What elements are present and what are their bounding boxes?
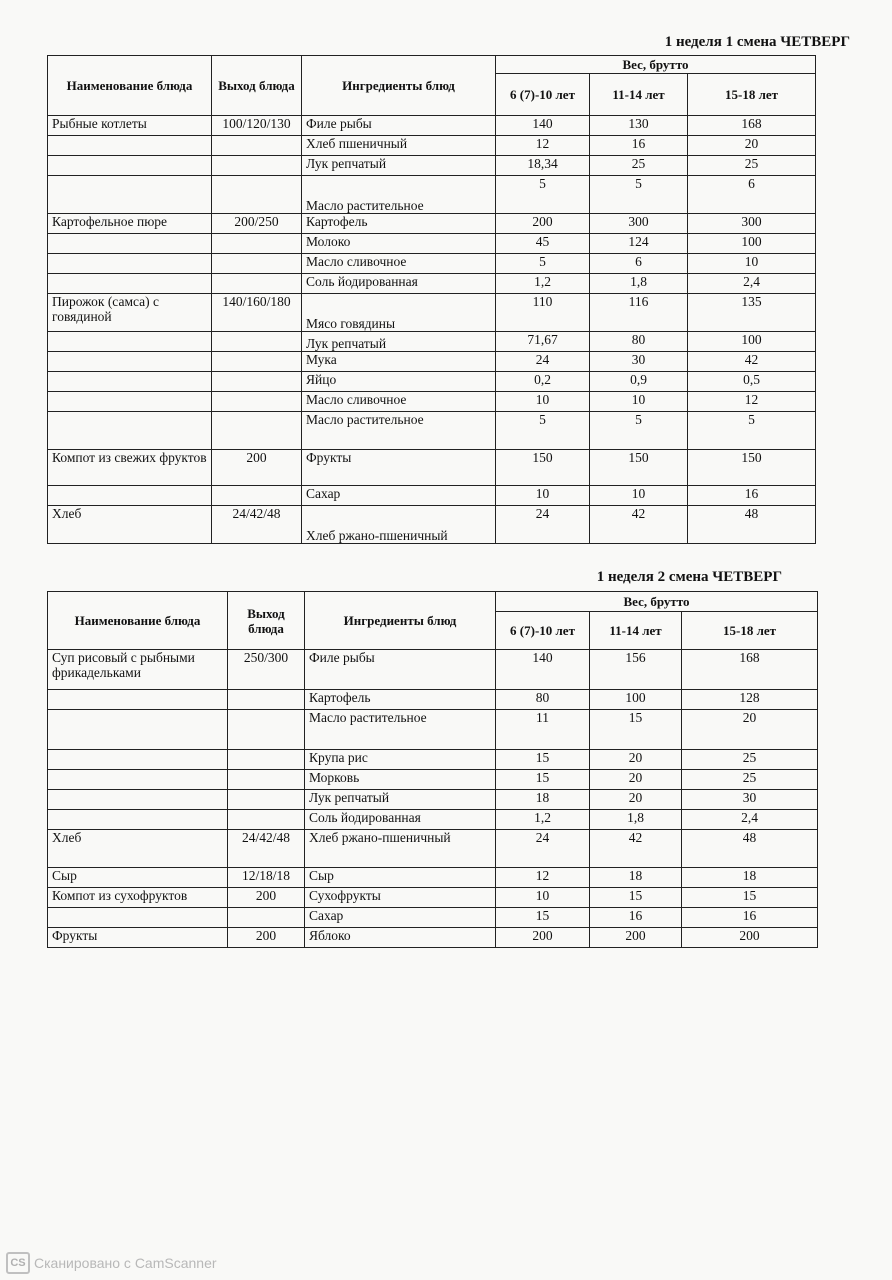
weight-11-14-cell: 20: [590, 790, 682, 810]
yield-cell: [212, 234, 302, 254]
table2-title: 1 неделя 2 смена ЧЕТВЕРГ: [596, 569, 782, 585]
yield-cell: [228, 690, 305, 710]
table1-title: 1 неделя 1 смена ЧЕТВЕРГ: [664, 34, 850, 50]
ingredient-cell: Яйцо: [302, 372, 496, 392]
yield-cell: [228, 810, 305, 830]
table-row: [48, 908, 818, 928]
weight-6-10-cell: 12: [496, 136, 590, 156]
camscanner-logo-icon: CS: [6, 1252, 30, 1274]
yield-cell: 24/42/48: [228, 830, 305, 868]
weight-15-18-cell: 18: [682, 868, 818, 888]
weight-11-14-cell: 18: [590, 868, 682, 888]
header-age-11-14: 11-14 лет: [590, 612, 682, 650]
table-row: [48, 332, 816, 352]
dish-name-cell: [48, 176, 212, 214]
header-age-11-14: 11-14 лет: [590, 74, 688, 116]
table-row: [48, 274, 816, 294]
header-weight: Вес, брутто: [496, 592, 818, 612]
dish-name-cell: [48, 136, 212, 156]
ingredient-cell: Масло растительное: [305, 710, 496, 750]
table-row: [48, 770, 818, 790]
weight-15-18-cell: 6: [688, 176, 816, 214]
weight-6-10-cell: 12: [496, 868, 590, 888]
weight-6-10-cell: 200: [496, 214, 590, 234]
yield-cell: 200: [228, 928, 305, 948]
dish-name-cell: Хлеб: [48, 830, 228, 868]
weight-15-18-cell: 5: [688, 412, 816, 450]
weight-6-10-cell: 18,34: [496, 156, 590, 176]
weight-6-10-cell: 80: [496, 690, 590, 710]
weight-15-18-cell: 12: [688, 392, 816, 412]
weight-11-14-cell: 80: [590, 332, 688, 352]
weight-11-14-cell: 0,9: [590, 372, 688, 392]
dish-name-cell: Суп рисовый с рыбными фрикадельками: [48, 650, 228, 690]
table-row: [48, 486, 816, 506]
weight-6-10-cell: 18: [496, 790, 590, 810]
ingredient-cell: Филе рыбы: [302, 116, 496, 136]
weight-6-10-cell: 110: [496, 294, 590, 332]
table-row: [48, 690, 818, 710]
weight-11-14-cell: 5: [590, 412, 688, 450]
weight-15-18-cell: 16: [682, 908, 818, 928]
weight-6-10-cell: 45: [496, 234, 590, 254]
weight-15-18-cell: 135: [688, 294, 816, 332]
table-row: [48, 928, 818, 948]
yield-cell: 200: [212, 450, 302, 486]
ingredient-cell: Мука: [302, 352, 496, 372]
yield-cell: 140/160/180: [212, 294, 302, 332]
ingredient-cell: Картофель: [302, 214, 496, 234]
ingredient-cell: Хлеб ржано-пшеничный: [305, 830, 496, 868]
yield-cell: [212, 392, 302, 412]
dish-name-cell: [48, 770, 228, 790]
weight-15-18-cell: 25: [682, 750, 818, 770]
ingredient-cell: Масло растительное: [302, 412, 496, 450]
dish-name-cell: Фрукты: [48, 928, 228, 948]
weight-11-14-cell: 200: [590, 928, 682, 948]
weight-15-18-cell: 15: [682, 888, 818, 908]
dish-name-cell: [48, 908, 228, 928]
yield-cell: [212, 412, 302, 450]
header-age-15-18: 15-18 лет: [682, 612, 818, 650]
dish-name-cell: [48, 750, 228, 770]
weight-11-14-cell: 6: [590, 254, 688, 274]
weight-11-14-cell: 30: [590, 352, 688, 372]
table-row: [48, 810, 818, 830]
dish-name-cell: [48, 274, 212, 294]
weight-6-10-cell: 71,67: [496, 332, 590, 352]
yield-cell: [212, 486, 302, 506]
header-age-15-18: 15-18 лет: [688, 74, 816, 116]
yield-cell: 24/42/48: [212, 506, 302, 544]
weight-11-14-cell: 10: [590, 486, 688, 506]
weight-6-10-cell: 24: [496, 830, 590, 868]
weight-6-10-cell: 200: [496, 928, 590, 948]
weight-15-18-cell: 10: [688, 254, 816, 274]
table2-body: [48, 650, 818, 948]
yield-cell: [228, 790, 305, 810]
ingredient-cell: Лук репчатый: [305, 790, 496, 810]
header-yield: Выход блюда: [212, 56, 302, 116]
header-yield: Выход блюда: [228, 592, 305, 650]
header-age-6-10: 6 (7)-10 лет: [496, 612, 590, 650]
weight-6-10-cell: 5: [496, 176, 590, 214]
yield-cell: [212, 352, 302, 372]
weight-15-18-cell: 16: [688, 486, 816, 506]
ingredient-cell: Мясо говядины: [302, 294, 496, 332]
yield-cell: [212, 254, 302, 274]
dish-name-cell: Компот из свежих фруктов: [48, 450, 212, 486]
dish-name-cell: [48, 254, 212, 274]
weight-6-10-cell: 10: [496, 486, 590, 506]
weight-6-10-cell: 24: [496, 506, 590, 544]
menu-table-shift1: [47, 55, 816, 544]
dish-name-cell: Сыр: [48, 868, 228, 888]
ingredient-cell: Хлеб пшеничный: [302, 136, 496, 156]
weight-15-18-cell: 150: [688, 450, 816, 486]
weight-11-14-cell: 1,8: [590, 810, 682, 830]
weight-11-14-cell: 15: [590, 710, 682, 750]
ingredient-cell: Сахар: [305, 908, 496, 928]
ingredient-cell: Крупа рис: [305, 750, 496, 770]
weight-15-18-cell: 25: [682, 770, 818, 790]
weight-15-18-cell: 300: [688, 214, 816, 234]
yield-cell: 250/300: [228, 650, 305, 690]
table-row: [48, 392, 816, 412]
ingredient-cell: Соль йодированная: [305, 810, 496, 830]
weight-15-18-cell: 2,4: [682, 810, 818, 830]
dish-name-cell: Хлеб: [48, 506, 212, 544]
ingredient-cell: Хлеб ржано-пшеничный: [302, 506, 496, 544]
weight-11-14-cell: 42: [590, 830, 682, 868]
dish-name-cell: [48, 412, 212, 450]
ingredient-cell: Молоко: [302, 234, 496, 254]
weight-6-10-cell: 15: [496, 908, 590, 928]
ingredient-cell: Фрукты: [302, 450, 496, 486]
ingredient-cell: Морковь: [305, 770, 496, 790]
weight-11-14-cell: 16: [590, 908, 682, 928]
yield-cell: [212, 274, 302, 294]
dish-name-cell: [48, 690, 228, 710]
weight-6-10-cell: 0,2: [496, 372, 590, 392]
dish-name-cell: [48, 332, 212, 352]
dish-name-cell: [48, 810, 228, 830]
ingredient-cell: Картофель: [305, 690, 496, 710]
weight-11-14-cell: 130: [590, 116, 688, 136]
ingredient-cell: Яблоко: [305, 928, 496, 948]
weight-15-18-cell: 128: [682, 690, 818, 710]
weight-15-18-cell: 168: [688, 116, 816, 136]
dish-name-cell: [48, 790, 228, 810]
table-row: [48, 116, 816, 136]
weight-15-18-cell: 2,4: [688, 274, 816, 294]
table-row: [48, 156, 816, 176]
table-row: [48, 710, 818, 750]
weight-6-10-cell: 24: [496, 352, 590, 372]
yield-cell: 100/120/130: [212, 116, 302, 136]
weight-15-18-cell: 20: [688, 136, 816, 156]
weight-6-10-cell: 150: [496, 450, 590, 486]
yield-cell: [228, 770, 305, 790]
weight-15-18-cell: 20: [682, 710, 818, 750]
yield-cell: 200: [228, 888, 305, 908]
table-row: [48, 650, 818, 690]
yield-cell: [228, 908, 305, 928]
ingredient-cell: Масло растительное: [302, 176, 496, 214]
weight-6-10-cell: 140: [496, 650, 590, 690]
weight-11-14-cell: 300: [590, 214, 688, 234]
camscanner-watermark: [6, 1252, 217, 1274]
header-weight: Вес, брутто: [496, 56, 816, 74]
dish-name-cell: [48, 352, 212, 372]
weight-15-18-cell: 42: [688, 352, 816, 372]
weight-11-14-cell: 150: [590, 450, 688, 486]
weight-6-10-cell: 140: [496, 116, 590, 136]
weight-15-18-cell: 48: [682, 830, 818, 868]
ingredient-cell: Соль йодированная: [302, 274, 496, 294]
weight-11-14-cell: 16: [590, 136, 688, 156]
dish-name-cell: Рыбные котлеты: [48, 116, 212, 136]
ingredient-cell: Масло сливочное: [302, 254, 496, 274]
ingredient-cell: Сухофрукты: [305, 888, 496, 908]
table-row: [48, 372, 816, 392]
header-dish: Наименование блюда: [48, 56, 212, 116]
dish-name-cell: Компот из сухофруктов: [48, 888, 228, 908]
table-row: [48, 506, 816, 544]
yield-cell: [212, 372, 302, 392]
weight-11-14-cell: 156: [590, 650, 682, 690]
weight-6-10-cell: 15: [496, 770, 590, 790]
ingredient-cell: Лук репчатый: [302, 332, 496, 352]
weight-15-18-cell: 100: [688, 234, 816, 254]
weight-11-14-cell: 5: [590, 176, 688, 214]
ingredient-cell: Сахар: [302, 486, 496, 506]
weight-6-10-cell: 5: [496, 254, 590, 274]
weight-11-14-cell: 20: [590, 770, 682, 790]
weight-6-10-cell: 11: [496, 710, 590, 750]
header-age-6-10: 6 (7)-10 лет: [496, 74, 590, 116]
weight-15-18-cell: 200: [682, 928, 818, 948]
ingredient-cell: Лук репчатый: [302, 156, 496, 176]
table-row: [48, 176, 816, 214]
weight-15-18-cell: 48: [688, 506, 816, 544]
weight-15-18-cell: 100: [688, 332, 816, 352]
dish-name-cell: [48, 392, 212, 412]
dish-name-cell: [48, 156, 212, 176]
weight-6-10-cell: 10: [496, 392, 590, 412]
header-ingredients: Ингредиенты блюд: [302, 56, 496, 116]
table-row: [48, 254, 816, 274]
weight-6-10-cell: 15: [496, 750, 590, 770]
table-row: [48, 450, 816, 486]
weight-11-14-cell: 15: [590, 888, 682, 908]
ingredient-cell: Масло сливочное: [302, 392, 496, 412]
table-row: [48, 868, 818, 888]
table-row: [48, 234, 816, 254]
yield-cell: 12/18/18: [228, 868, 305, 888]
header-dish: Наименование блюда: [48, 592, 228, 650]
menu-table-shift2: [47, 591, 818, 948]
table-row: [48, 294, 816, 332]
weight-15-18-cell: 30: [682, 790, 818, 810]
table-row: [48, 214, 816, 234]
yield-cell: [228, 710, 305, 750]
weight-11-14-cell: 42: [590, 506, 688, 544]
ingredient-cell: Филе рыбы: [305, 650, 496, 690]
dish-name-cell: Картофельное пюре: [48, 214, 212, 234]
weight-11-14-cell: 1,8: [590, 274, 688, 294]
weight-6-10-cell: 5: [496, 412, 590, 450]
weight-6-10-cell: 1,2: [496, 810, 590, 830]
table1-body: [48, 116, 816, 544]
dish-name-cell: [48, 372, 212, 392]
weight-11-14-cell: 25: [590, 156, 688, 176]
yield-cell: [212, 332, 302, 352]
table-row: [48, 790, 818, 810]
table-row: [48, 412, 816, 450]
weight-6-10-cell: 1,2: [496, 274, 590, 294]
weight-11-14-cell: 124: [590, 234, 688, 254]
table-row: [48, 136, 816, 156]
watermark-text: Сканировано с CamScanner: [34, 1255, 217, 1271]
yield-cell: [212, 176, 302, 214]
weight-15-18-cell: 25: [688, 156, 816, 176]
dish-name-cell: [48, 710, 228, 750]
table-row: [48, 830, 818, 868]
yield-cell: [212, 156, 302, 176]
weight-15-18-cell: 168: [682, 650, 818, 690]
dish-name-cell: [48, 486, 212, 506]
weight-11-14-cell: 100: [590, 690, 682, 710]
weight-15-18-cell: 0,5: [688, 372, 816, 392]
table-row: [48, 750, 818, 770]
dish-name-cell: Пирожок (самса) с говядиной: [48, 294, 212, 332]
weight-6-10-cell: 10: [496, 888, 590, 908]
header-ingredients: Ингредиенты блюд: [305, 592, 496, 650]
weight-11-14-cell: 20: [590, 750, 682, 770]
yield-cell: 200/250: [212, 214, 302, 234]
yield-cell: [228, 750, 305, 770]
weight-11-14-cell: 10: [590, 392, 688, 412]
weight-11-14-cell: 116: [590, 294, 688, 332]
yield-cell: [212, 136, 302, 156]
table-row: [48, 352, 816, 372]
ingredient-cell: Сыр: [305, 868, 496, 888]
table-row: [48, 888, 818, 908]
dish-name-cell: [48, 234, 212, 254]
